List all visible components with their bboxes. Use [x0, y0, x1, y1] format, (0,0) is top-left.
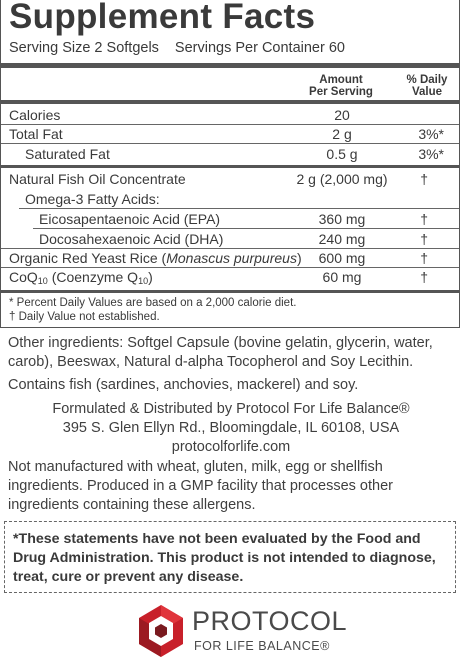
row-dha-amount: 240 mg	[318, 231, 366, 247]
coq10-name-a: CoQ	[9, 269, 38, 285]
amount-header-line1: Amount	[319, 74, 363, 86]
distributor-website: protocolforlife.com	[171, 439, 291, 455]
row-total-fat-dv: 3%*	[418, 126, 444, 142]
row-coq10-amount: 60 mg	[322, 269, 362, 285]
distributor-address: 395 S. Glen Ellyn Rd., Bloomingdale, IL 60108, USA	[62, 420, 400, 436]
row-calories-amount: 20	[334, 107, 350, 123]
hexagon-logo-icon	[138, 604, 184, 658]
row-epa-label: Eicosapentaenoic Acid (EPA)	[39, 211, 221, 227]
footnote-dv-basis: * Percent Daily Values are based on a 2,000 calorie diet.	[9, 297, 297, 309]
divider-thick	[1, 290, 459, 293]
coq10-name-b: (Coenzyme Q	[47, 269, 139, 285]
fda-disclaimer-box	[4, 521, 456, 593]
row-fish-oil-label: Natural Fish Oil Concentrate	[9, 171, 186, 187]
dv-header	[396, 74, 458, 98]
supplement-facts-panel	[0, 0, 460, 328]
row-divider	[1, 267, 459, 268]
row-red-yeast-rice-amount: 600 mg	[318, 250, 366, 266]
coq10-name-c: )	[148, 269, 153, 285]
serving-size: Serving Size 2 Softgels	[9, 40, 159, 56]
row-total-fat-amount: 2 g	[332, 126, 352, 142]
row-fish-oil-dv: †	[420, 171, 428, 187]
dv-header-line1: % Daily	[406, 74, 448, 86]
distributor-line1: Formulated & Distributed by Protocol For Life Balance®	[52, 401, 410, 417]
row-divider	[1, 143, 459, 144]
row-epa-dv: †	[420, 211, 428, 227]
row-omega3-label: Omega-3 Fatty Acids:	[25, 191, 160, 207]
row-dha-dv: †	[420, 231, 428, 247]
row-divider	[1, 124, 459, 125]
brand-tagline: FOR LIFE BALANCE®	[194, 639, 330, 653]
row-dha-label: Docosahexaenoic Acid (DHA)	[39, 231, 224, 247]
row-saturated-fat-dv: 3%*	[418, 146, 444, 162]
coq10-sub-a: 10	[37, 276, 48, 286]
contains-statement: Contains fish (sardines, anchovies, mackerel) and soy.	[8, 377, 359, 393]
distributor-info	[8, 400, 454, 457]
amount-header	[301, 74, 381, 98]
footnote-dv-not-established: † Daily Value not established.	[9, 311, 160, 323]
red-yeast-rice-paren: )	[296, 250, 302, 266]
panel-title: Supplement Facts	[9, 0, 316, 36]
row-calories-label: Calories	[9, 107, 61, 123]
row-fish-oil-amount: 2 g (2,000 mg)	[296, 171, 388, 187]
divider-thick	[1, 63, 459, 68]
red-yeast-rice-name: Organic Red Yeast Rice (	[9, 250, 167, 266]
row-divider	[33, 228, 459, 229]
dv-header-line2: Value	[411, 86, 443, 98]
other-ingredients: Other ingredients: Softgel Capsule (bovine gelatin, glycerin, water, carob), Beeswax, Natural d-alpha Tocopherol and Soy Lecithin.	[8, 335, 433, 370]
divider-thick	[1, 165, 459, 168]
row-saturated-fat-amount: 0.5 g	[326, 146, 358, 162]
amount-header-line2: Per Serving	[309, 86, 373, 98]
brand-name: PROTOCOL	[192, 606, 348, 636]
row-saturated-fat-label: Saturated Fat	[25, 146, 110, 162]
row-divider	[19, 208, 459, 209]
fda-disclaimer-text: *These statements have not been evaluated by the Food and Drug Administration. This product is not intended to diagnose, treat, cure or prevent any disease.	[13, 531, 436, 585]
divider-thick	[1, 100, 459, 104]
row-divider	[1, 248, 459, 249]
allergen-note: Not manufactured with wheat, gluten, milk, egg or shellfish ingredients. Produced in a GMP facility that processes other ingredients containing these allergens.	[8, 459, 393, 513]
row-red-yeast-rice-dv: †	[420, 250, 428, 266]
red-yeast-rice-latin: Monascus purpureus	[166, 250, 297, 266]
row-coq10-dv: †	[420, 269, 428, 285]
row-coq10-label	[9, 269, 153, 289]
servings-per-container: Servings Per Container 60	[174, 40, 345, 56]
row-total-fat-label: Total Fat	[9, 126, 63, 142]
coq10-sub-b: 10	[138, 276, 149, 286]
serving-info	[9, 40, 345, 56]
row-red-yeast-rice-label	[9, 250, 302, 266]
row-epa-amount: 360 mg	[318, 211, 366, 227]
